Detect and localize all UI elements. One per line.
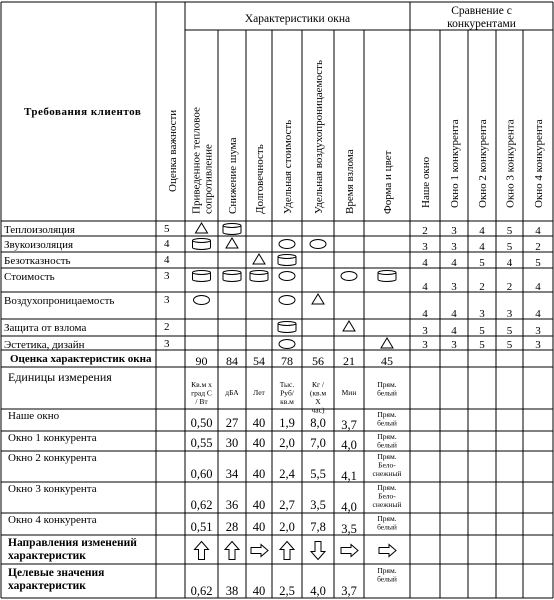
unit-text: час) — [311, 405, 325, 415]
triangle-symbol — [343, 321, 355, 331]
form-color-text: снежный — [372, 500, 402, 509]
ellipse-symbol — [279, 240, 295, 249]
cylinder-symbol — [223, 224, 241, 235]
competitor-rating: 4 — [422, 257, 428, 269]
competitor-rating: 5 — [479, 257, 485, 269]
competitor-rating: 2 — [535, 241, 541, 253]
product-value: 0,62 — [190, 498, 213, 512]
product-label: Наше окно — [8, 410, 60, 422]
table-content — [4, 5, 545, 598]
unit-text: Кг / — [311, 380, 325, 389]
product-value: 0,50 — [190, 416, 213, 430]
ellipse-symbol — [279, 340, 295, 349]
directions-label: Направления изменений — [8, 537, 137, 549]
comparison-title: Сравнение с — [451, 5, 512, 17]
competitor-rating: 5 — [506, 225, 513, 237]
target-value: 2,5 — [279, 584, 295, 598]
triangle-symbol — [196, 223, 208, 233]
arrow-right-icon — [341, 545, 358, 557]
product-value: 0,60 — [190, 467, 213, 481]
unit-text: Кв.м х — [191, 380, 212, 389]
form-color-text: Прям. — [377, 566, 397, 575]
triangle-symbol — [312, 294, 324, 304]
form-color-text: Прям. — [377, 432, 397, 441]
product-value: 2,0 — [279, 436, 295, 450]
cylinder-symbol — [193, 271, 211, 282]
triangle-symbol — [381, 338, 393, 348]
competitor-rating: 5 — [506, 325, 513, 337]
product-value: 2,7 — [279, 498, 295, 512]
importance-value: 3 — [164, 270, 170, 282]
product-value: 3,5 — [341, 522, 357, 536]
ellipse-symbol — [279, 296, 295, 305]
product-value: 36 — [225, 498, 239, 512]
ellipse-symbol — [279, 340, 295, 349]
cylinder-symbol — [193, 239, 211, 250]
triangle-symbol — [312, 294, 324, 304]
competitor-rating: 4 — [451, 308, 457, 320]
ellipse-symbol — [341, 272, 357, 281]
ellipse-symbol — [279, 272, 295, 281]
targets-label: Целевые значения — [8, 567, 105, 579]
importance-value: 2 — [164, 321, 170, 333]
importance-value: 4 — [164, 238, 170, 250]
ellipse-symbol — [279, 296, 295, 305]
competitor-rating: 4 — [479, 225, 485, 237]
ellipse-symbol — [310, 240, 326, 249]
importance-header: Оценка важности — [167, 109, 179, 192]
competitor-rating: 3 — [451, 339, 457, 351]
competitor-rating: 3 — [422, 325, 428, 337]
cylinder-symbol — [278, 255, 296, 259]
competitor-rating: 5 — [506, 339, 513, 351]
unit-text: Х — [315, 397, 321, 406]
competitor-header: Окно 2 конкурента — [477, 119, 489, 208]
cylinder-symbol — [278, 322, 296, 326]
form-color-text: Прям. — [377, 483, 397, 492]
characteristic-header: Удельная воздухопроницаемость — [313, 59, 325, 214]
requirement-label: Воздухопроницаемость — [4, 295, 115, 307]
cylinder-symbol — [193, 239, 211, 243]
product-value: 1,9 — [279, 416, 295, 430]
unit-text: дБА — [225, 388, 239, 397]
score-label: Оценка характеристик окна — [10, 353, 152, 365]
form-color-text: Прям. — [377, 410, 397, 419]
requirement-label: Эстетика, дизайн — [4, 339, 85, 351]
unit-text: Мин — [341, 388, 357, 397]
characteristic-header: Приведенное тепловое — [190, 107, 203, 214]
competitor-rating: 4 — [422, 308, 428, 320]
cylinder-symbol — [378, 271, 396, 275]
triangle-symbol — [381, 338, 393, 348]
score-value: 54 — [253, 354, 265, 368]
product-value: 3,7 — [341, 418, 357, 432]
ellipse-symbol — [194, 296, 210, 305]
cylinder-symbol — [223, 271, 241, 282]
competitor-rating: 2 — [506, 281, 513, 293]
target-value: 3,7 — [341, 584, 357, 598]
ellipse-symbol — [194, 296, 210, 305]
competitor-rating: 5 — [506, 241, 513, 253]
product-value: 0,51 — [190, 520, 213, 534]
arrow-right-icon — [251, 545, 268, 557]
product-label: Окно 2 конкурента — [8, 452, 97, 464]
product-value: 7,8 — [310, 520, 326, 534]
target-value: 40 — [252, 584, 266, 598]
score-value: 21 — [343, 354, 355, 368]
competitor-rating: 3 — [451, 225, 457, 237]
competitor-rating: 3 — [506, 308, 513, 320]
product-value: 7,0 — [310, 436, 326, 450]
cylinder-symbol — [278, 255, 296, 266]
form-color-text: Бело- — [378, 460, 396, 470]
product-value: 2,4 — [279, 467, 295, 481]
score-value: 45 — [381, 354, 393, 368]
competitor-rating: 5 — [535, 257, 541, 269]
requirements-title: Требования клиентов — [24, 106, 142, 118]
competitor-rating: 3 — [479, 308, 485, 320]
score-value: 56 — [312, 354, 324, 368]
characteristic-header: Долговечность — [254, 144, 266, 214]
competitor-rating: 4 — [451, 325, 457, 337]
product-value: 2,0 — [279, 520, 295, 534]
units-label: Единицы измерения — [8, 370, 112, 384]
form-color-text: Прям. — [377, 452, 397, 461]
characteristic-header: Время взлома — [344, 149, 356, 214]
arrow-up-icon — [280, 542, 294, 560]
cylinder-symbol — [378, 271, 396, 282]
product-value: 28 — [225, 520, 239, 534]
cylinder-symbol — [250, 271, 268, 275]
ellipse-symbol — [279, 240, 295, 249]
form-color-text: Прям. — [377, 514, 397, 523]
product-value: 40 — [252, 416, 266, 430]
competitor-rating: 3 — [451, 281, 457, 293]
product-value: 4,0 — [341, 438, 357, 452]
ellipse-symbol — [310, 240, 326, 249]
product-value: 3,5 — [310, 498, 326, 512]
targets-label: характеристик — [8, 580, 86, 592]
form-color-text: белый — [377, 522, 397, 532]
cylinder-symbol — [193, 271, 211, 275]
product-label: Окно 3 конкурента — [8, 483, 97, 495]
unit-text: / Вт — [195, 397, 208, 406]
triangle-symbol — [343, 321, 355, 331]
competitor-header: Окно 1 конкурента — [449, 119, 461, 208]
competitor-rating: 4 — [506, 257, 513, 269]
product-value: 8,0 — [310, 416, 326, 430]
triangle-symbol — [196, 223, 208, 233]
arrow-right-icon — [379, 545, 396, 557]
importance-value: 3 — [164, 294, 170, 306]
requirement-label: Звукоизоляция — [4, 239, 74, 251]
target-value: 38 — [225, 584, 239, 598]
product-value: 4,1 — [341, 469, 357, 483]
form-color-text: Бело- — [378, 491, 396, 501]
product-value: 30 — [225, 436, 239, 450]
triangle-symbol — [226, 238, 238, 248]
competitor-header: Окно 4 конкурента — [533, 119, 545, 208]
directions-label: характеристик — [8, 550, 86, 562]
competitor-rating: 5 — [479, 339, 485, 351]
ellipse-symbol — [279, 272, 295, 281]
competitor-rating: 3 — [535, 339, 541, 351]
target-value: 4,0 — [310, 584, 326, 598]
importance-value: 4 — [164, 254, 170, 266]
unit-text: Лет — [253, 388, 265, 397]
product-value: 40 — [252, 498, 266, 512]
form-color-text: снежный — [372, 469, 402, 478]
competitor-rating: 4 — [422, 281, 428, 293]
requirement-label: Защита от взлома — [4, 322, 87, 334]
triangle-symbol — [226, 238, 238, 248]
product-value: 34 — [225, 467, 239, 481]
product-label: Окно 4 конкурента — [8, 514, 97, 526]
cylinder-symbol — [278, 322, 296, 333]
product-value: 40 — [252, 520, 266, 534]
target-value: 0,62 — [190, 584, 213, 598]
competitor-rating: 5 — [479, 325, 485, 337]
competitor-rating: 3 — [422, 241, 428, 253]
characteristic-header: Удельная стоимость — [282, 119, 294, 214]
competitor-rating: 4 — [535, 225, 541, 237]
competitor-header: Окно 3 конкурента — [504, 119, 517, 208]
arrow-up-icon — [195, 542, 209, 560]
cylinder-symbol — [223, 271, 241, 275]
unit-text: кв.м — [280, 397, 294, 406]
form-color-text: белый — [377, 574, 397, 584]
product-label: Окно 1 конкурента — [8, 432, 97, 444]
importance-value: 5 — [164, 223, 170, 235]
cylinder-symbol — [223, 224, 241, 228]
requirement-label: Стоимость — [4, 271, 55, 283]
competitor-rating: 3 — [422, 339, 428, 351]
score-value: 90 — [195, 354, 208, 368]
requirement-label: Безотказность — [4, 255, 71, 267]
unit-text: град С — [191, 388, 212, 398]
product-value: 5,5 — [310, 467, 326, 481]
importance-value: 3 — [164, 338, 170, 350]
product-value: 4,0 — [341, 500, 357, 514]
characteristics-title: Характеристики окна — [244, 13, 351, 25]
characteristic-header: сопротивление — [202, 144, 215, 214]
score-value: 84 — [226, 354, 238, 368]
ellipse-symbol — [341, 272, 357, 281]
form-color-text: белый — [377, 440, 397, 450]
product-value: 0,55 — [190, 436, 213, 450]
competitor-rating: 2 — [479, 281, 485, 293]
competitor-rating: 4 — [535, 308, 541, 320]
cylinder-symbol — [250, 271, 268, 282]
unit-text: белый — [377, 388, 397, 398]
competitor-rating: 2 — [422, 225, 428, 237]
product-value: 40 — [252, 467, 266, 481]
form-color-text: белый — [377, 418, 397, 428]
unit-text: Руб/ — [280, 388, 294, 398]
unit-text: Прям. — [377, 380, 397, 389]
competitor-rating: 4 — [535, 281, 541, 293]
score-value: 78 — [281, 354, 293, 368]
requirement-label: Теплоизоляция — [4, 224, 75, 236]
characteristic-header: Снижение шума — [227, 137, 239, 214]
competitor-rating: 4 — [451, 257, 457, 269]
characteristic-header: Форма и цвет — [382, 150, 394, 214]
triangle-symbol — [253, 254, 265, 264]
competitor-header: Наше окно — [420, 156, 432, 208]
arrow-down-icon — [311, 542, 325, 560]
unit-text: Тыс. — [279, 380, 295, 389]
product-value: 40 — [252, 436, 266, 450]
comparison-title: конкурентами — [447, 18, 516, 30]
unit-text: (кв.м — [309, 388, 327, 398]
competitor-rating: 3 — [535, 325, 541, 337]
product-value: 27 — [225, 416, 239, 430]
triangle-symbol — [253, 254, 265, 264]
arrow-up-icon — [225, 542, 239, 560]
competitor-rating: 3 — [451, 241, 457, 253]
competitor-rating: 4 — [479, 241, 485, 253]
